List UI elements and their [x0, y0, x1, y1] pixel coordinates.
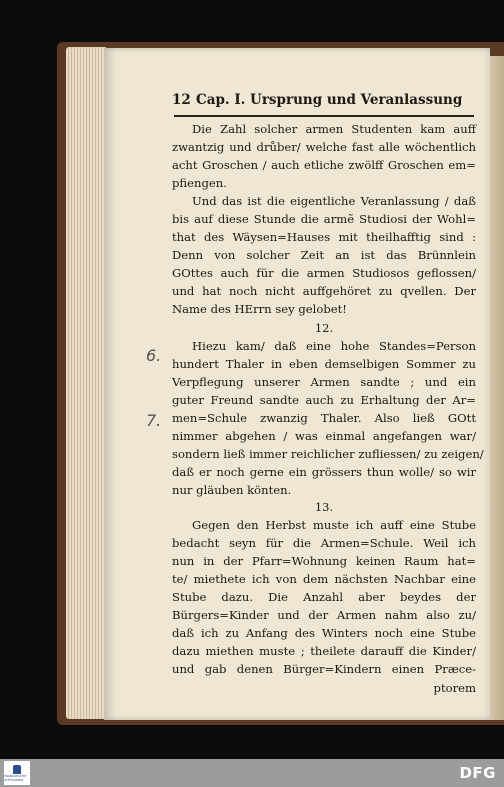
page-number: 12 [172, 92, 191, 108]
text-line: daß er noch gerne ein grössers thun wolle/ so wir [172, 465, 476, 479]
dfg-logo[interactable]: DFG [459, 764, 496, 782]
page-edges-left [66, 47, 106, 719]
text-line: bis auf diese Stunde die armẽ Studiosi der Wohl= [172, 212, 476, 226]
text-line: guter Freund sandte auch zu Erhaltung der Ar= [172, 393, 476, 407]
text-line: sondern ließ immer reichlicher zufliessen/ zu zeigen/ [172, 447, 484, 461]
running-title: Cap. I. Ursprung und Veranlassung [196, 92, 463, 108]
margin-note: 7. [146, 411, 162, 430]
text-line: Verpflegung unserer Armen sandte ; und ein [172, 375, 476, 389]
logo-caption: FRANCKESCHE STIFTUNGEN [4, 773, 27, 782]
text-line: men=Schule zwanzig Thaler. Also ließ GOtt [172, 411, 476, 425]
page-edges-right [488, 56, 504, 720]
section-number: 13. [314, 500, 334, 514]
text-line: und hat noch nicht auffgehöret zu qvellen. Der [172, 284, 476, 298]
text-line: te/ miethete ich von dem nächsten Nachbar eine [172, 572, 476, 586]
text-line: und gab denen Bürger=Kindern einen Præce- [172, 662, 476, 676]
franckesche-stiftungen-logo[interactable] [4, 761, 30, 785]
running-header [172, 92, 474, 114]
text-line: nun in der Pfarr=Wohnung keinen Raum hat= [172, 554, 476, 568]
text-line: daß ich zu Anfang des Winters noch eine Stube [172, 626, 476, 640]
text-line: dazu miethen muste ; theilete darauff die Kinder/ [172, 644, 476, 658]
text-line: Gegen den Herbst muste ich auff eine Stube [192, 518, 476, 532]
text-line: Und das ist die eigentliche Veranlassung / daß [192, 194, 476, 208]
text-line: Denn von solcher Zeit an ist das Brünnlein [172, 248, 476, 262]
text-line: GOttes auch für die armen Studiosos geflossen/ [172, 266, 476, 280]
text-line: Bürgers=Kinder und der Armen nahm also zu/ [172, 608, 476, 622]
text-line: zwantzig und drůber/ welche fast alle wöchentlich [172, 140, 476, 154]
text-line: Die Zahl solcher armen Studenten kam auff [192, 122, 476, 136]
section-number: 12. [314, 321, 334, 335]
text-line: hundert Thaler in eben demselbigen Sommer zu [172, 357, 476, 371]
text-line: acht Groschen / auch etliche zwölff Groschen em= [172, 158, 476, 172]
header-rule [174, 115, 474, 117]
text-line: Hiezu kam/ daß eine hohe Standes=Person [192, 339, 476, 353]
institution-emblem-icon [13, 765, 21, 774]
text-line: Stube dazu. Die Anzahl aber beydes der [172, 590, 476, 604]
viewer-footer-bar [0, 759, 504, 787]
text-line: pfiengen. [172, 176, 227, 190]
text-line: that des Wäysen=Hauses mit theilhafftig sind : [172, 230, 476, 244]
text-line: bedacht seyn für die Armen=Schule. Weil ich [172, 536, 476, 550]
margin-note: 6. [146, 346, 162, 365]
text-line: Name des HErrn sey gelobet! [172, 302, 347, 316]
text-line: nur gläuben könten. [172, 483, 292, 497]
catchword: ptorem [433, 681, 476, 695]
text-line: nimmer abgehen / was einmal angefangen war/ [172, 429, 476, 443]
